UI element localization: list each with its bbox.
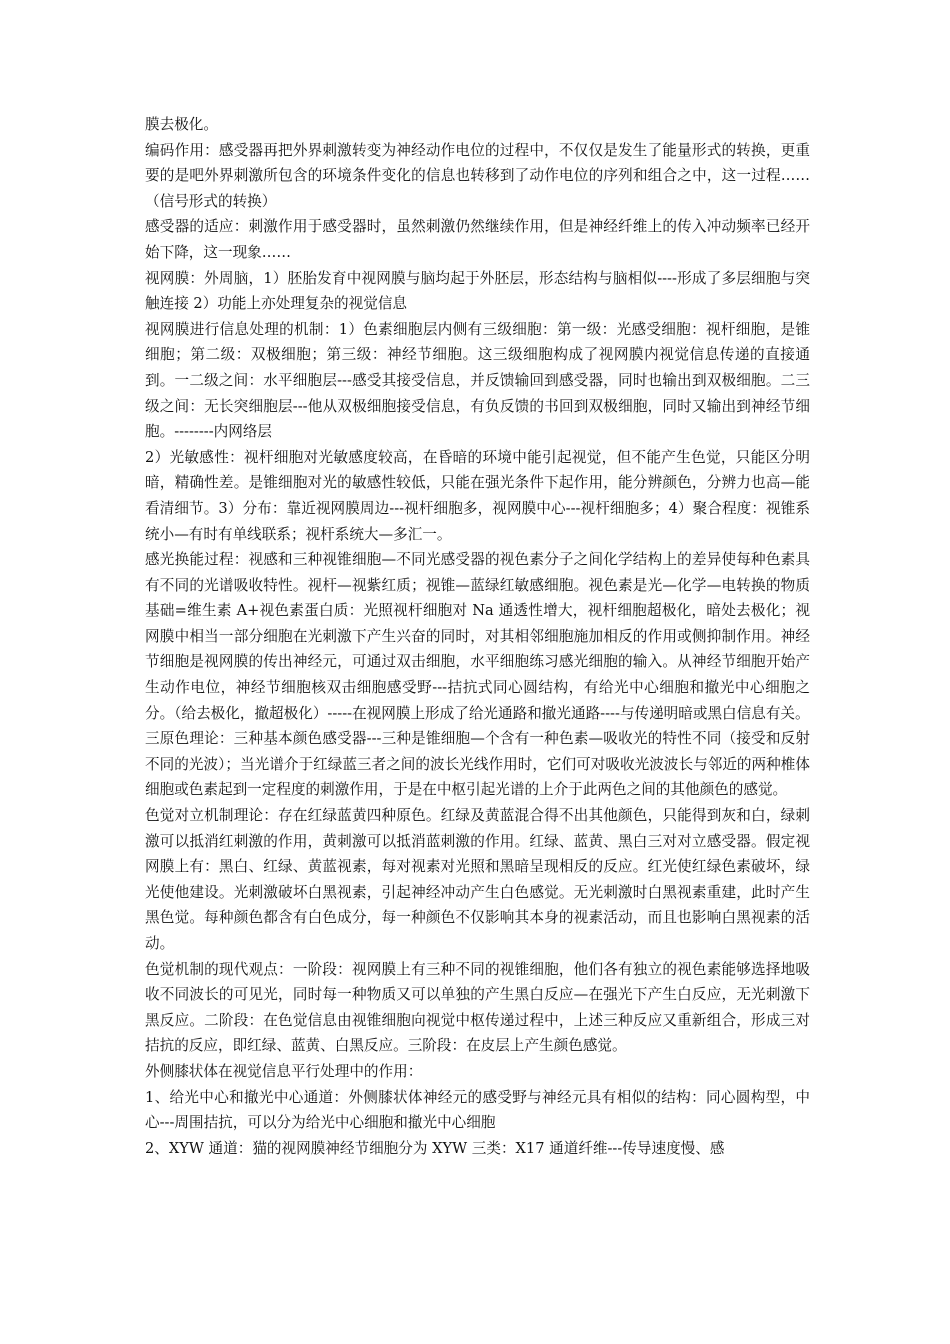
paragraph-modern-color-vision: 色觉机制的现代观点：一阶段：视网膜上有三种不同的视锥细胞，他们各有独立的视色素能够选择地吸收不同波长的可见光，同时每一种物质又可以单独的产生黑白反应—在强光下产生白反应，无光刺激下黑反应。二阶段：在色觉信息由视锥细胞向视觉中枢传递过程中，上述三种反应又重新组合，形成三对拮抗的反应，即红绿、蓝黄、白黑反应。三阶段：在皮层上产生颜色感觉。 [145, 960, 810, 1055]
paragraph-xyw-channels: 2、XYW 通道：猫的视网膜神经节细胞分为 XYW 三类：X17 通道纤维---传导速度慢、感 [145, 1139, 725, 1157]
paragraph-photosensitivity: 2）光敏感性：视杆细胞对光敏感度较高，在昏暗的环境中能引起视觉，但不能产生色觉，只能区分明暗，精确性差。是锥细胞对光的敏感性较低，只能在强光条件下起作用，能分辨颜色，分辨力也高—能看清细节。3）分布：靠近视网膜周边---视杆细胞多，视网膜中心---视杆细胞多；4）聚合程度：视锥系统小—有时有单线联系；视杆系统大—多汇一。 [145, 448, 810, 543]
paragraph-adaptation: 感受器的适应：刺激作用于感受器时，虽然刺激仍然继续作用，但是神经纤维上的传入冲动频率已经开始下降，这一现象…… [145, 218, 810, 261]
paragraph-lgn-heading: 外侧膝状体在视觉信息平行处理中的作用： [145, 1062, 423, 1080]
paragraph-retina: 视网膜：外周脑，1）胚胎发育中视网膜与脑均起于外胚层，形态结构与脑相似----形成了多层细胞与突触连接 2）功能上亦处理复杂的视觉信息 [145, 269, 810, 313]
paragraph-encoding: 编码作用：感受器再把外界刺激转变为神经动作电位的过程中，不仅仅是发生了能量形式的转换，更重要的是吧外界刺激所包含的环境条件变化的信息也转移到了动作电位的序列和组合之中，这一过程……（信号形式的转换） [145, 141, 810, 210]
document-page [145, 112, 810, 1161]
paragraph-trichromatic-theory: 三原色理论：三种基本颜色感受器---三种是锥细胞—个含有一种色素—吸收光的特性不同（接受和反射不同的光波）；当光谱介于红绿蓝三者之间的波长光线作用时，它们可对吸收光波波长与邻近的两种椎体细胞或色素起到一定程度的刺激作用，于是在中枢引起光谱的上介于此两色之间的其他颜色的感觉。 [145, 730, 810, 799]
paragraph-on-off-channels: 1、给光中心和撤光中心通道：外侧膝状体神经元的感受野与神经元具有相似的结构：同心圆构型，中心---周围拮抗，可以分为给光中心细胞和撤光中心细胞 [145, 1088, 810, 1132]
paragraph-opponent-process-theory: 色觉对立机制理论：存在红绿蓝黄四种原色。红绿及黄蓝混合得不出其他颜色，只能得到灰和白，绿刺激可以抵消红刺激的作用，黄刺激可以抵消蓝刺激的作用。红绿、蓝黄、黑白三对对立感受器。假定视网膜上有：黑白、红绿、黄蓝视素，每对视素对光照和黑暗呈现相反的反应。红光使红绿色素破坏，绿光使他建设。光刺激破坏白黑视素，引起神经冲动产生白色感觉。无光刺激时白黑视素重建，此时产生黑色觉。每种颜色都含有白色成分，每一种颜色不仅影响其本身的视素活动，而且也影响白黑视素的活动。 [145, 807, 810, 952]
paragraph-phototransduction: 感光换能过程：视感和三种视锥细胞—不同光感受器的视色素分子之间化学结构上的差异使每种色素具有不同的光谱吸收特性。视杆—视紫红质；视锥—蓝绿红敏感细胞。视色素是光—化学—电转换的物质基础=维生素 A+视色素蛋白质：光照视杆细胞对 Na 通透性增大，视杆细胞超极化，暗处去极化；视网膜中相当一部分细胞在光刺激下产生兴奋的同时，对其相邻细胞施加相反的作用或侧抑制作用。神经节细胞是视网膜的传出神经元，可通过双击细胞，水平细胞练习感光细胞的输入。从神经节细胞开始产生动作电位，神经节细胞核双击细胞感受野---拮抗式同心圆结构，有给光中心细胞和撤光中心细胞之分。（给去极化，撤超极化）-----在视网膜上形成了给光通路和撤光通路----与传递明暗或黑白信息有关。 [145, 551, 810, 722]
paragraph-continuation: 膜去极化。 [145, 116, 218, 133]
paragraph-retina-mechanism: 视网膜进行信息处理的机制：1）色素细胞层内侧有三级细胞：第一级：光感受细胞：视杆细胞，是锥细胞；第二级：双极细胞；第三级：神经节细胞。这三级细胞构成了视网膜内视觉信息传递的直接通到。一二级之间：水平细胞层---感受其接受信息，并反馈输回到感受器，同时也输出到双极细胞。二三级之间：无长突细胞层---他从双极细胞接受信息，有负反馈的书回到双极细胞，同时又输出到神经节细胞。--------内网络层 [145, 320, 810, 441]
